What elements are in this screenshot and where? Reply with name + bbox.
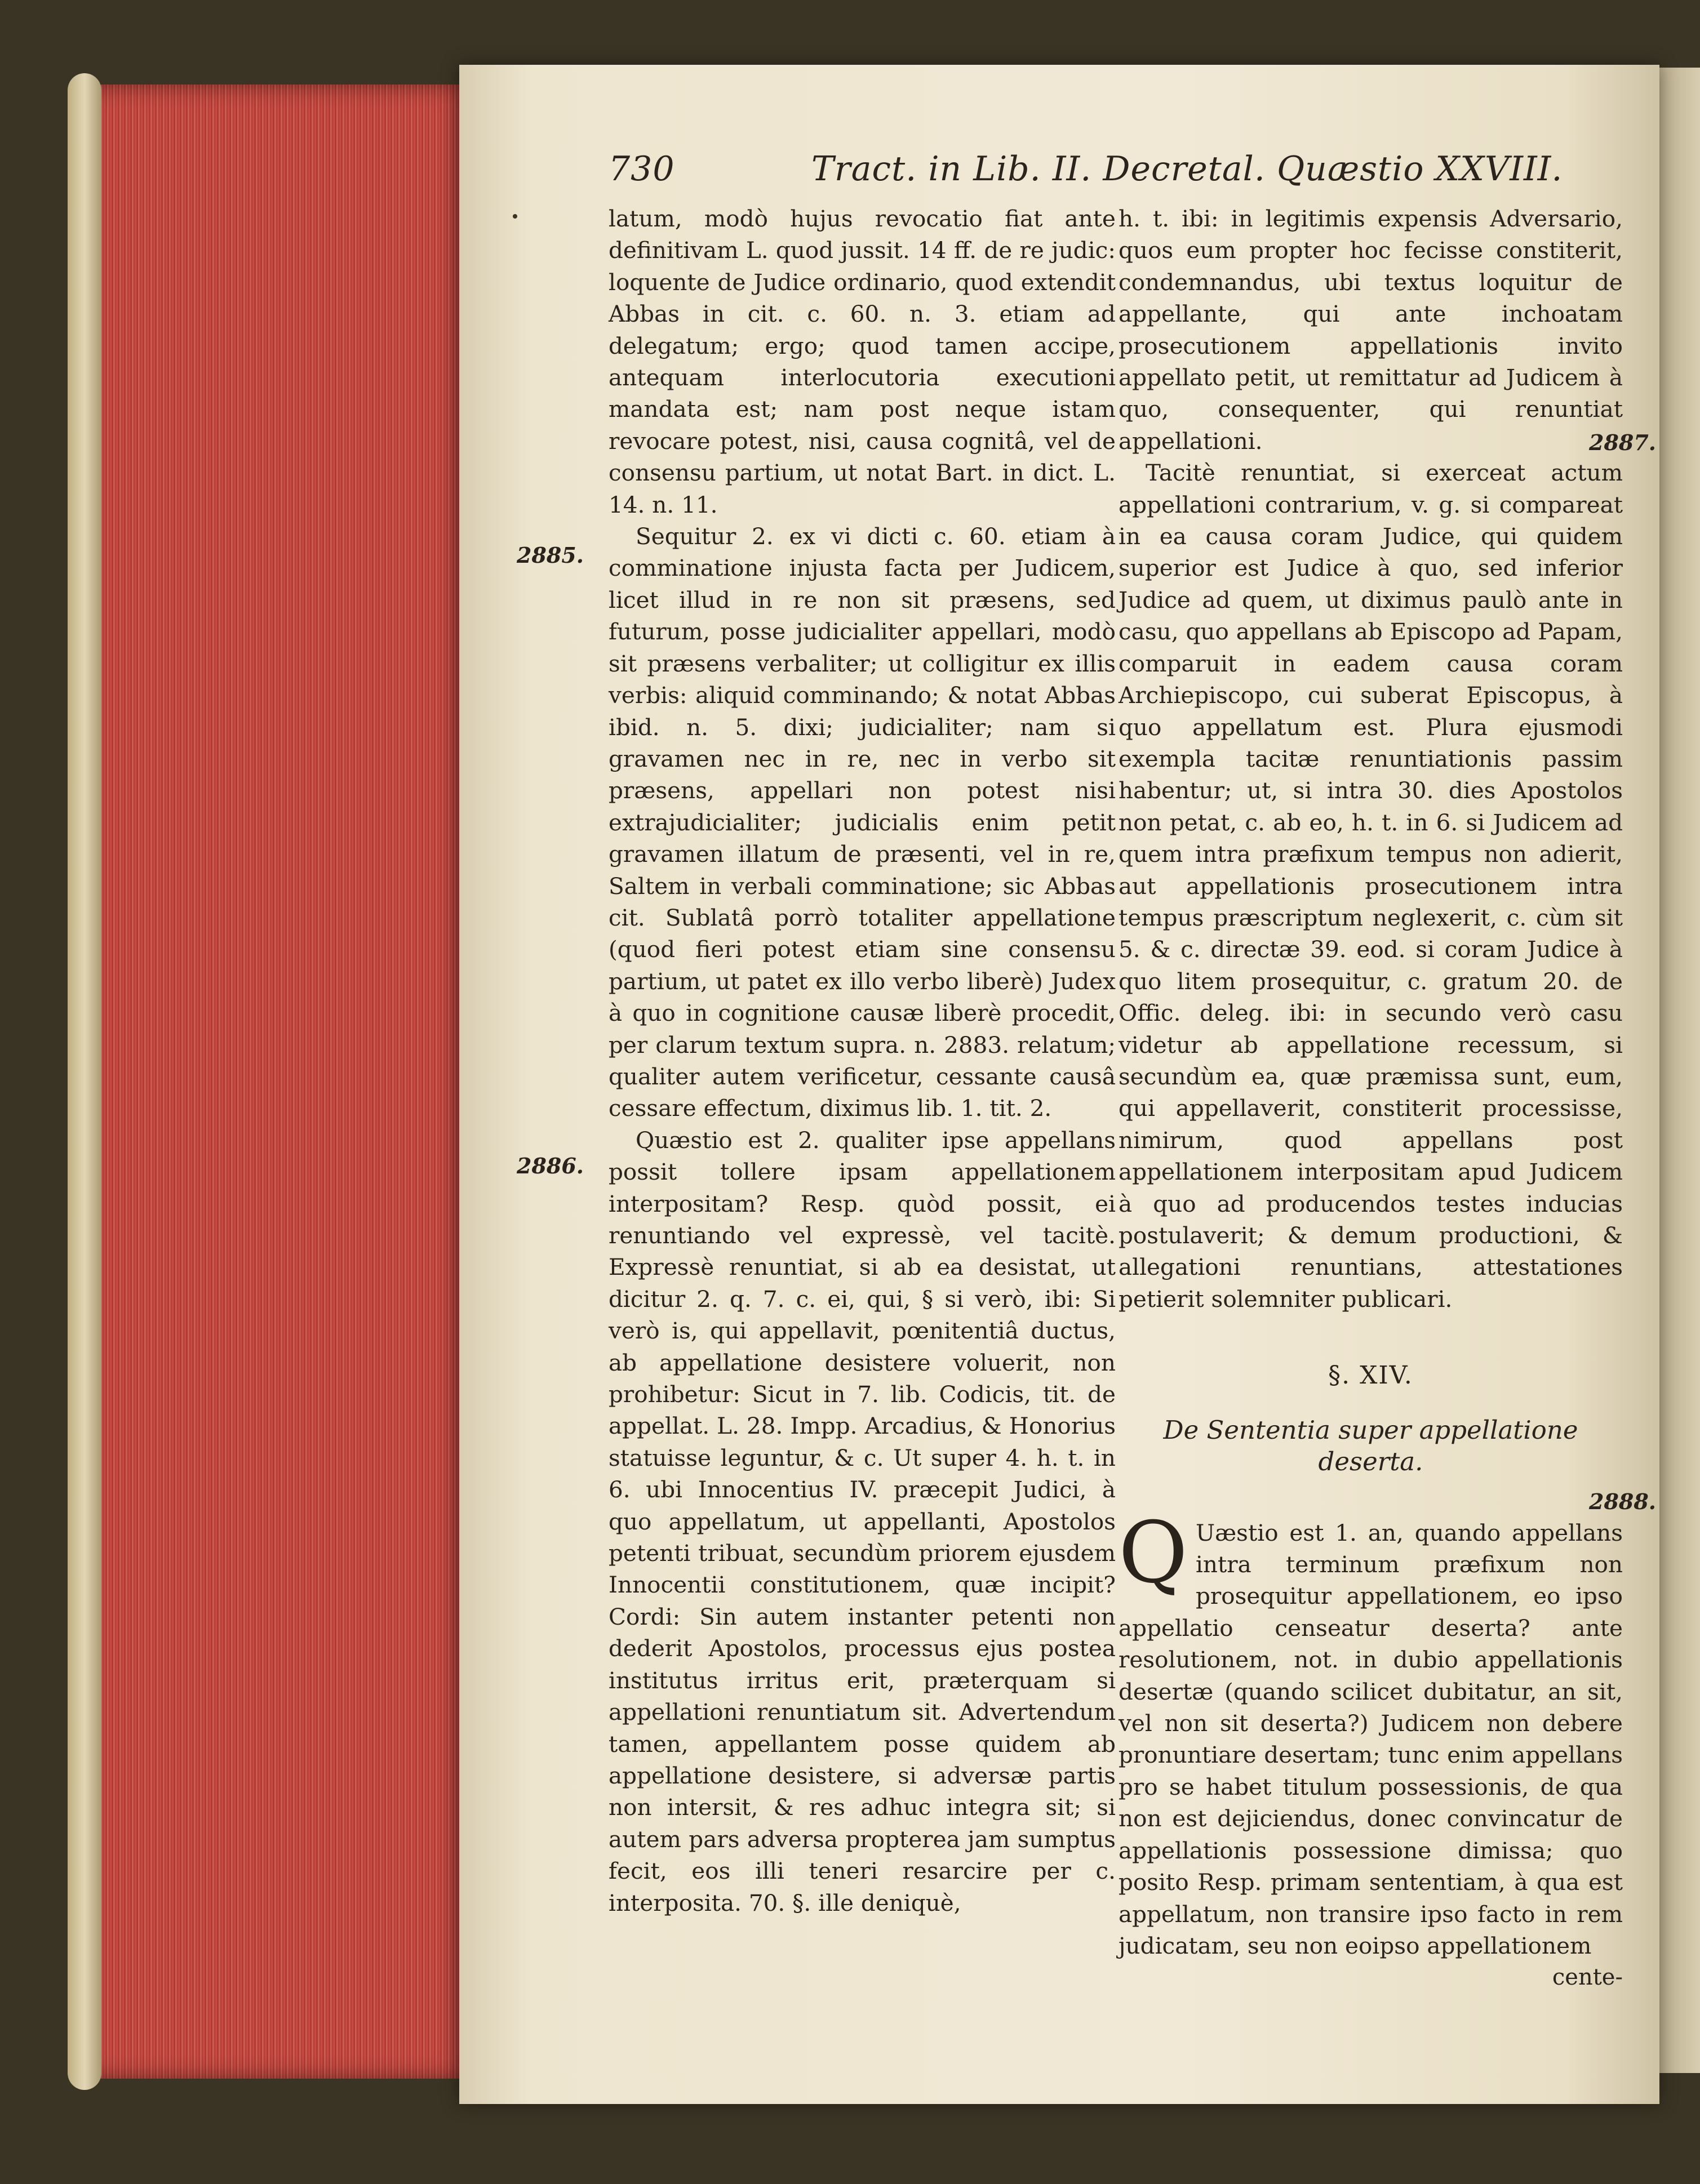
paragraph: h. t. ibi: in legitimis expensis Adversario, quos eum propter hoc fecisse constiterit, condemnandus, ubi textus loquitur de appellante, qui ante inchoatam prosecutionem appellationis invito appellato petit, ut remittatur ad Judicem à quo, consequenter, qui renuntiat appellationi. bbox=[1118, 205, 1623, 455]
left-text-column bbox=[609, 203, 1116, 1919]
paragraph: Sequitur 2. ex vi dicti c. 60. etiam à comminatione injusta facta per Judicem, licet illud in re non sit præsens, sed futurum, posse judicialiter appellari, modò sit præsens verbaliter; ut colligitur ex illis verbis: aliquid comminando; & notat Abbas ibid. n. 5. dixi; judicialiter; nam si gravamen nec in re, nec in verbo sit præsens, appellari non potest nisi extrajudicialiter; judicialis enim petit gravamen illatum de præsenti, vel in re, Saltem in verbali comminatione; sic Abbas cit. Sublatâ porrò totaliter appellatione (quod fieri potest etiam sine consensu partium, ut patet ex illo verbo liberè) Judex à quo in cognitione causæ liberè procedit, per clarum textum supra. n. 2883. relatum; qualiter autem verificetur, cessante causâ cessare effectum, diximus lib. 1. tit. 2. bbox=[609, 523, 1116, 1122]
right-text-column bbox=[1118, 203, 1623, 1994]
margin-number-2886: 2886. bbox=[517, 1153, 584, 1178]
paragraph bbox=[1118, 1504, 1623, 1962]
paragraph: Tacitè renuntiat, si exerceat actum appellationi contrarium, v. g. si compareat in ea causa coram Judice, qui quidem superior est Judice à quo, sed inferior Judice ad quem, ut diximus paulò ante in casu, quo appellans ab Episcopo ad Papam, comparuit in eadem causa coram Archiepiscopo, cui suberat Episcopus, à quo appellatum est. Plura ejusmodi exempla tacitæ renuntiationis passim habentur; ut, si intra 30. dies Apostolos non petat, c. ab eo, h. t. in 6. si Judicem ad quem intra præfixum tempus non adierit, aut appellationis prosecutionem intra tempus præscriptum neglexerit, c. cùm sit 5. & c. directæ 39. eod. si coram Judice à quo litem prosequitur, c. gratum 20. de Offic. deleg. ibi: in secundo verò casu videtur ab appellatione recessum, si secundùm ea, quæ præmissa sunt, eum, qui appellaverit, constiterit processisse, nimirum, quod appellans post appellationem interpositam apud Judicem à quo ad producendos testes inducias postulaverit; & demum productioni, & allegationi renuntians, attestationes petierit solemniter publicari. bbox=[1118, 459, 1623, 1313]
drop-capital: Q bbox=[1118, 1504, 1188, 1602]
running-title: Tract. in Lib. II. Decretal. Quæstio XXVIII. bbox=[811, 149, 1563, 189]
page-number: 730 bbox=[609, 149, 675, 189]
catchword: cente- bbox=[1552, 1964, 1623, 1991]
paragraph: Quæstio est 2. qualiter ipse appellans possit tollere ipsam appellationem interpositam? Resp. quòd possit, ei renuntiando vel expressè, vel tacitè. Expressè renuntiat, si ab ea desistat, ut dicitur 2. q. 7. c. ei, qui, § si verò, ibi: Si verò is, qui appellavit, pœnitentiâ ductus, ab appellatione desistere voluerit, non prohibetur: Sicut in 7. lib. Codicis, tit. de appellat. L. 28. Impp. Arcadius, & Honorius statuisse leguntur, & c. Ut super 4. h. t. in 6. ubi Innocentius IV. præcepit Judici, à quo appellatum, ut appellanti, Apostolos petenti tribuat, secundùm priorem ejusdem Innocentii constitutionem, quæ incipit? Cordi: Sin autem instanter petenti non dederit Apostolos, processus ejus postea institutus irritus erit, præterquam si appellationi renuntiatum sit. Advertendum tamen, appellantem posse quidem ab appellatione desistere, si adversæ partis non intersit, & res adhuc integra sit; si autem pars adversa propterea jam sumptus fecit, eos illi teneri resarcire per c. interposita. 70. §. ille deniquè, bbox=[609, 1126, 1116, 1916]
margin-number-2887: 2887. bbox=[1589, 430, 1656, 455]
section-title: De Sententia super appellatione deserta. bbox=[1163, 1415, 1578, 1476]
page-header bbox=[609, 149, 1668, 200]
book-page-edges bbox=[85, 84, 462, 2079]
book-page bbox=[459, 65, 1659, 2104]
paragraph-text: Uæstio est 1. an, quando appellans intra terminum præfixum non prosequitur appellationem, eo ipso appellatio censeatur deserta? ante resolutionem, not. in dubio appellationis desertæ (quando scilicet dubitatur, an sit, vel non sit deserta?) Judicem non debere pronuntiare desertam; tunc enim appellans pro se habet titulum possessionis, de qua non est dejiciendus, donec convincatur de appellationis possessione dimissa; quo posito Resp. primam sententiam, à qua est appellatum, non transire ipso facto in rem judicatam, seu non eoipso appellationem bbox=[1118, 1519, 1623, 1959]
paragraph: latum, modò hujus revocatio fiat ante definitivam L. quod jussit. 14 ff. de re judic: loquente de Judice ordinario, quod extendit Abbas in cit. c. 60. n. 3. etiam ad delegatum; ergo; quod tamen accipe, antequam interlocutoria executioni mandata est; nam post neque istam revocare potest, nisi, causa cognitâ, vel de consensu partium, ut notat Bart. in dict. L. 14. n. 11. bbox=[609, 205, 1116, 518]
margin-number-2888: 2888. bbox=[1589, 1489, 1656, 1514]
margin-number-2885: 2885. bbox=[517, 542, 584, 568]
facing-page-edge bbox=[1654, 68, 1700, 2073]
ink-speck bbox=[513, 214, 517, 219]
section-heading: §. XIV. bbox=[1328, 1361, 1413, 1390]
